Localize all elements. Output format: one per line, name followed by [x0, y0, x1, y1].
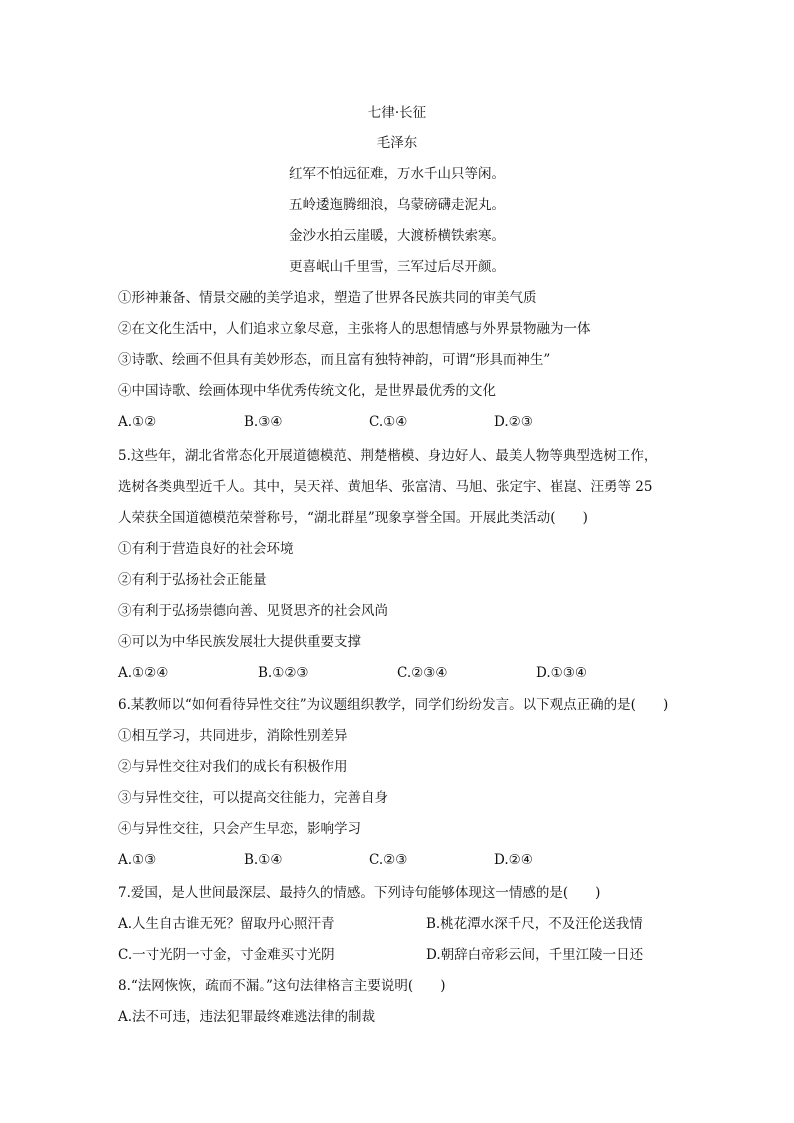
poem-title: 七律·长征 [367, 105, 427, 121]
option-b: B.①②③ [258, 665, 309, 681]
option-b: B.①④ [244, 852, 283, 868]
option-d: D.②④ [494, 852, 533, 868]
option-d: D.①③④ [536, 665, 587, 681]
q5-options [0, 664, 794, 684]
q4-statement: ①形神兼备、情景交融的美学追求，塑造了世界各民族共同的审美气质 [118, 290, 537, 306]
q4-options [0, 413, 794, 433]
q5-stem-line: 选树各类典型近千人。其中，吴天祥、黄旭华、张富清、马旭、张定宇、崔崑、汪勇等 25 [118, 479, 653, 495]
option-c: C.②③ [369, 852, 408, 868]
q4-statement: ②在文化生活中，人们追求立象尽意，主张将人的思想情感与外界景物融为一体 [118, 321, 591, 337]
option-b: B.③④ [244, 414, 283, 430]
q6-stem: 6.某教师以“如何看待异性交往”为议题组织教学，同学们纷纷发言。以下观点正确的是( ) [118, 697, 669, 713]
q6-statement: ③与异性交往，可以提高交往能力，完善自身 [118, 790, 388, 806]
poem-author: 毛泽东 [376, 135, 418, 151]
option-c: C.②③④ [397, 665, 448, 681]
q8-option-a: A.法不可违，违法犯罪最终难逃法律的制裁 [118, 1009, 376, 1025]
poem-line: 红军不怕远征难，万水千山只等闲。 [289, 166, 505, 182]
q7-options-row1 [0, 915, 794, 935]
q7-stem: 7.爱国，是人世间最深层、最持久的情感。下列诗句能够体现这一情感的是( ) [118, 885, 601, 901]
q5-statement: ②有利于弘扬社会正能量 [118, 572, 267, 588]
option-b: B.桃花潭水深千尺，不及汪伦送我情 [426, 916, 643, 932]
option-d: D.朝辞白帝彩云间，千里江陵一日还 [426, 947, 644, 963]
option-c: C.①④ [369, 414, 408, 430]
option-a: A.人生自古谁无死？留取丹心照汗青 [118, 916, 335, 932]
q5-statement: ①有利于营造良好的社会环境 [118, 541, 294, 557]
option-a: A.①② [118, 414, 157, 430]
poem-line: 更喜岷山千里雪，三军过后尽开颜。 [289, 259, 505, 275]
q8-stem: 8.“法网恢恢，疏而不漏。”这句法律格言主要说明( ) [118, 978, 446, 994]
q6-statement: ②与异性交往对我们的成长有积极作用 [118, 759, 348, 775]
q5-stem-line: 5.这些年，湖北省常态化开展道德模范、荆楚楷模、身边好人、最美人物等典型选树工作， [118, 448, 658, 464]
q6-options [0, 851, 794, 871]
option-c: C.一寸光阴一寸金，寸金难买寸光阴 [118, 947, 335, 963]
q4-statement: ④中国诗歌、绘画体现中华优秀传统文化，是世界最优秀的文化 [118, 383, 496, 399]
option-a: A.①②④ [118, 665, 169, 681]
q5-statement: ④可以为中华民族发展壮大提供重要支撑 [118, 634, 361, 650]
q5-stem-line: 人荣获全国道德模范荣誉称号，“湖北群星”现象享誉全国。开展此类活动( ) [118, 510, 588, 526]
q4-statement: ③诗歌、绘画不但具有美妙形态，而且富有独特神韵，可谓“形具而神生” [118, 352, 551, 368]
option-d: D.②③ [494, 414, 533, 430]
q6-statement: ①相互学习，共同进步，消除性别差异 [118, 728, 348, 744]
poem-line: 五岭逶迤腾细浪，乌蒙磅礴走泥丸。 [289, 197, 505, 213]
poem-line: 金沙水拍云崖暖，大渡桥横铁索寒。 [289, 228, 505, 244]
q6-statement: ④与异性交往，只会产生早恋，影响学习 [118, 821, 361, 837]
q5-statement: ③有利于弘扬崇德向善、见贤思齐的社会风尚 [118, 603, 388, 619]
q7-options-row2 [0, 946, 794, 966]
option-a: A.①③ [118, 852, 157, 868]
